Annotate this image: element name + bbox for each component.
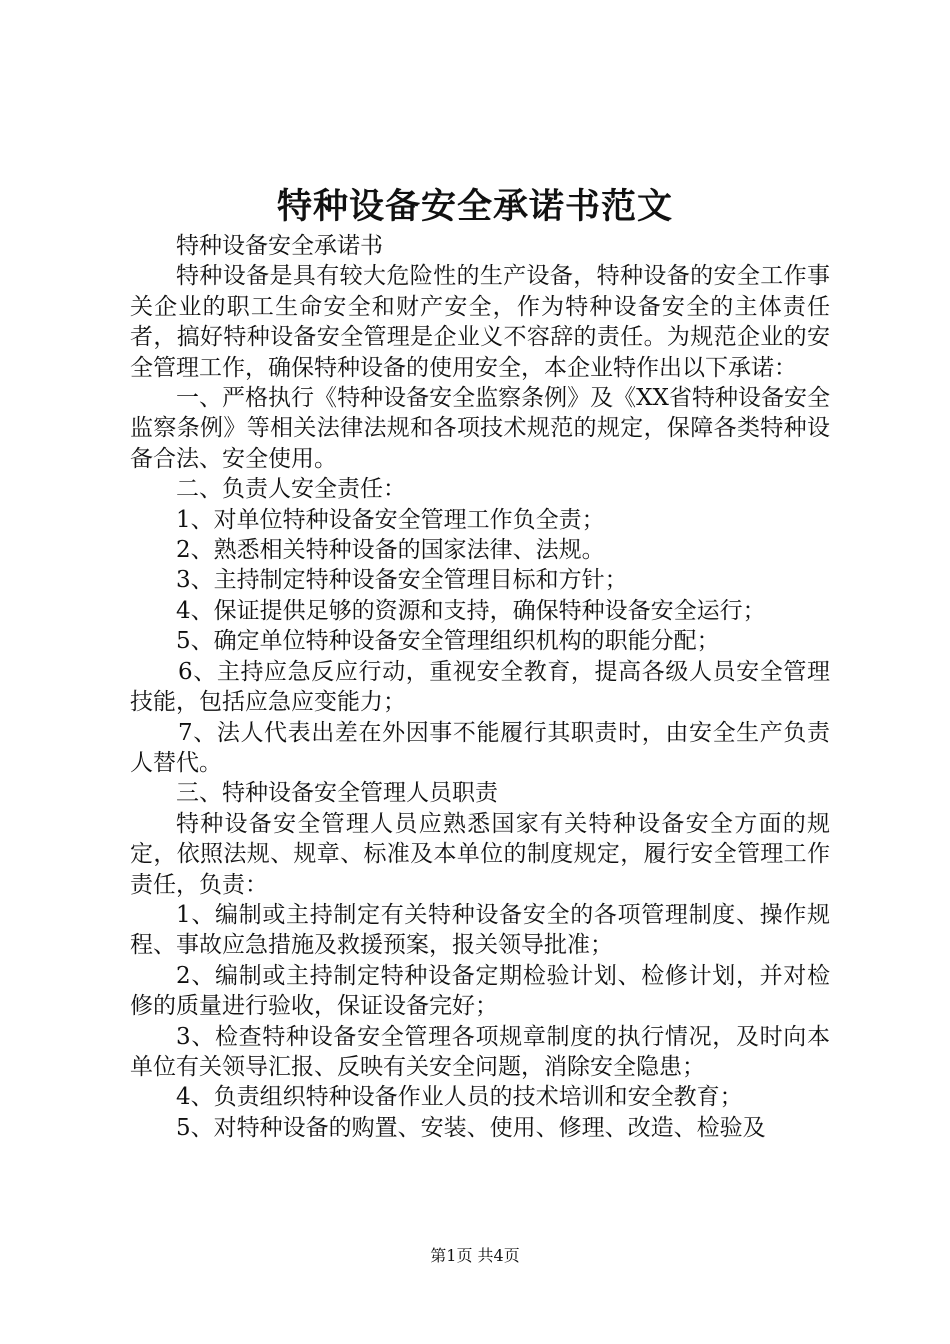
paragraph: 3、主持制定特种设备安全管理目标和方针；: [176, 567, 628, 594]
document-body: [130, 231, 830, 1143]
paragraph: 特种设备安全管理人员应熟悉国家有关特种设备安全方面的规定，依照法规、规章、标准及本单位的制度规定，履行安全管理工作责任，负责：: [130, 810, 830, 898]
paragraph: 3、检查特种设备安全管理各项规章制度的执行情况，及时向本单位有关领导汇报、反映有关安全问题，消除安全隐患；: [130, 1023, 830, 1080]
paragraph: 6、主持应急反应行动，重视安全教育，提高各级人员安全管理技能，包括应急应变能力；: [130, 658, 830, 716]
paragraph: 1、编制或主持制定有关特种设备安全的各项管理制度、操作规程、事故应急措施及救援预案，报关领导批准；: [130, 901, 830, 959]
paragraph: 5、确定单位特种设备安全管理组织机构的职能分配；: [176, 628, 720, 655]
paragraph: 二、负责人安全责任：: [176, 476, 406, 503]
paragraph: 三、特种设备安全管理人员职责: [176, 780, 498, 807]
paragraph: 4、保证提供足够的资源和支持，确保特种设备安全运行；: [176, 597, 766, 624]
document-title: 特种设备安全承诺书范文: [276, 186, 673, 227]
paragraph: 特种设备安全承诺书: [176, 233, 383, 259]
paragraph: 7、法人代表出差在外因事不能履行其职责时，由安全生产负责人替代。: [130, 719, 830, 776]
page-footer: 第1页 共4页: [430, 1246, 520, 1265]
paragraph: 2、熟悉相关特种设备的国家法律、法规。: [176, 537, 605, 564]
paragraph: 4、负责组织特种设备作业人员的技术培训和安全教育；: [176, 1084, 743, 1111]
paragraph: 一、严格执行《特种设备安全监察条例》及《XX省特种设备安全监察条例》等相关法律法规和各项技术规范的规定，保障各类特种设备合法、安全使用。: [130, 385, 830, 472]
paragraph: 5、对特种设备的购置、安装、使用、修理、改造、检验及: [176, 1114, 766, 1141]
paragraph: 1、对单位特种设备安全管理工作负全责；: [176, 506, 605, 533]
paragraph: 特种设备是具有较大危险性的生产设备，特种设备的安全工作事关企业的职工生命安全和财产安全，作为特种设备安全的主体责任者，搞好特种设备安全管理是企业义不容辞的责任。为规范企业的安全管理工作，确保特种设备的使用安全，本企业特作出以下承诺：: [130, 263, 830, 381]
paragraph: 2、编制或主持制定特种设备定期检验计划、检修计划，并对检修的质量进行验收，保证设备完好；: [130, 962, 830, 1020]
